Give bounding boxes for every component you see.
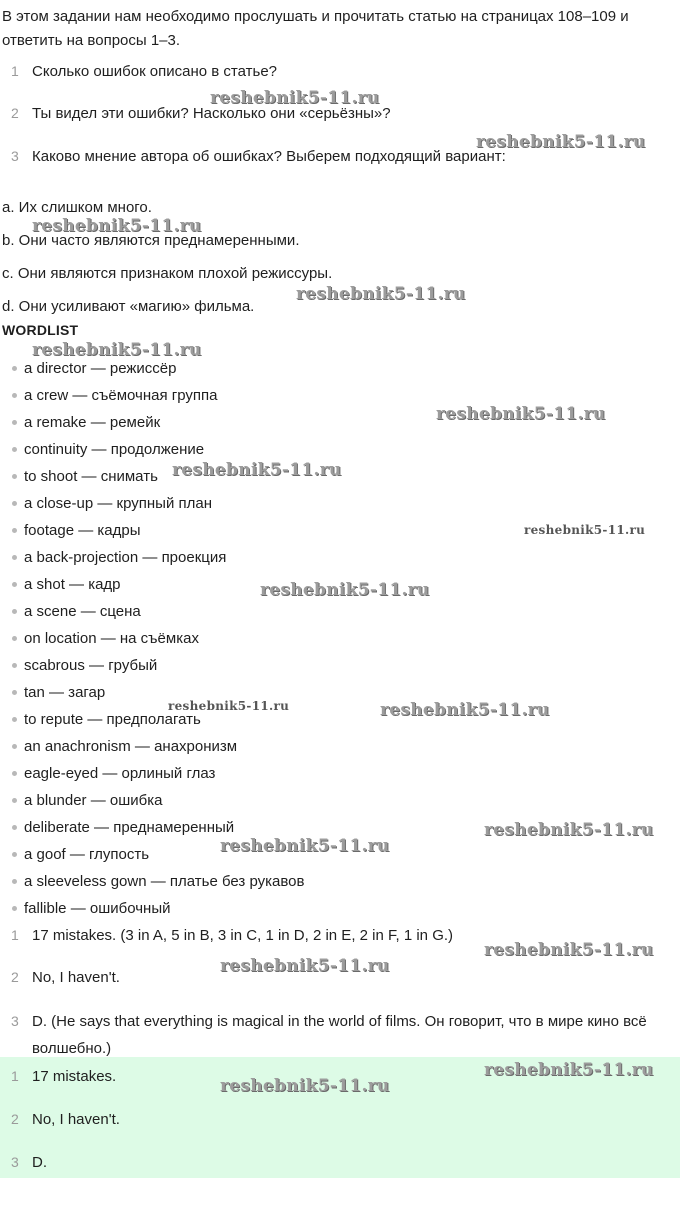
watermark: reshebnik5-11.ru [220, 836, 390, 856]
wordlist-item [0, 706, 680, 733]
option-c: c. Они являются признаком плохой режиссуры. [2, 265, 333, 282]
wordlist-text: a director — режиссёр [24, 360, 177, 377]
wordlist-item [0, 868, 680, 895]
wordlist-item [0, 436, 680, 463]
wordlist-item [0, 544, 680, 571]
watermark: reshebnik5-11.ru [210, 88, 380, 108]
option-a: a. Их слишком много. [2, 199, 152, 216]
bullet-icon [12, 501, 17, 506]
question-text: Каково мнение автора об ошибках? Выберем подходящий вариант: [32, 148, 506, 165]
bullet-icon [12, 906, 17, 911]
watermark: reshebnik5-11.ru [32, 340, 202, 360]
watermark: reshebnik5-11.ru [220, 1076, 390, 1096]
short-answer-number: 1 [11, 1068, 19, 1084]
short-answer-text: D. [32, 1154, 47, 1171]
wordlist-text: a close-up — крупный план [24, 495, 213, 512]
question-text: Ты видел эти ошибки? Насколько они «серьёзны»? [32, 105, 391, 122]
wordlist-text: eagle-eyed — орлиный глаз [24, 765, 216, 782]
bullet-icon [12, 555, 17, 560]
wordlist-text: a blunder — ошибка [24, 792, 163, 809]
watermark: reshebnik5-11.ru [476, 132, 646, 152]
watermark: reshebnik5-11.ru [172, 460, 342, 480]
short-answer-number: 2 [11, 1111, 19, 1127]
wordlist-text: to shoot — снимать [24, 468, 158, 485]
bullet-icon [12, 447, 17, 452]
answer-number: 1 [11, 927, 19, 943]
bullet-icon [12, 744, 17, 749]
answer-text: 17 mistakes. (3 in A, 5 in B, 3 in C, 1 in D, 2 in E, 2 in F, 1 in G.) [32, 927, 454, 944]
bullet-icon [12, 717, 17, 722]
wordlist-item [0, 733, 680, 760]
wordlist-text: a back-projection — проекция [24, 549, 227, 566]
question-number: 2 [11, 105, 19, 121]
wordlist-item [0, 760, 680, 787]
wordlist-text: a sleeveless gown — платье без рукавов [24, 873, 305, 890]
question-text: Сколько ошибок описано в статье? [32, 63, 278, 80]
wordlist-text: an anachronism — анахронизм [24, 738, 238, 755]
watermark: reshebnik5-11.ru [220, 956, 390, 976]
wordlist-text: scabrous — грубый [24, 657, 158, 674]
bullet-icon [12, 474, 17, 479]
bullet-icon [12, 825, 17, 830]
short-answer-text: No, I haven't. [32, 1111, 120, 1128]
bullet-icon [12, 393, 17, 398]
wordlist-text: on location — на съёмках [24, 630, 199, 647]
answer-number: 2 [11, 969, 19, 985]
wordlist-item [0, 895, 680, 922]
watermark: reshebnik5-11.ru [296, 284, 466, 304]
wordlist-item [0, 787, 680, 814]
bullet-icon [12, 879, 17, 884]
wordlist-text: footage — кадры [24, 522, 141, 539]
watermark: reshebnik5-11.ru [32, 216, 202, 236]
wordlist-text: tan — загар [24, 684, 106, 701]
wordlist-text: a remake — ремейк [24, 414, 161, 431]
wordlist-text: a crew — съёмочная группа [24, 387, 218, 404]
wordlist-item [0, 652, 680, 679]
watermark: reshebnik5-11.ru [436, 404, 606, 424]
bullet-icon [12, 420, 17, 425]
question-number: 1 [11, 63, 19, 79]
watermark: reshebnik5-11.ru [484, 820, 654, 840]
bullet-icon [12, 663, 17, 668]
option-d: d. Они усиливают «магию» фильма. [2, 298, 255, 315]
watermark: reshebnik5-11.ru [168, 699, 290, 713]
answer-text: D. (He says that everything is magical in the world of films. Он говорит, что в мире кино всё волшебно.) [32, 1013, 647, 1057]
intro-text: В этом задании нам необходимо прослушать и прочитать статью на страницах 108–109 и ответить на вопросы 1–3. [2, 8, 629, 49]
wordlist-text: a goof — глупость [24, 846, 150, 863]
wordlist-item [0, 625, 680, 652]
watermark: reshebnik5-11.ru [380, 700, 550, 720]
bullet-icon [12, 366, 17, 371]
wordlist-item [0, 679, 680, 706]
bullet-icon [12, 690, 17, 695]
answer-number: 3 [11, 1013, 19, 1029]
short-answer-number: 3 [11, 1154, 19, 1170]
option-b: b. Они часто являются преднамеренными. [2, 232, 300, 249]
bullet-icon [12, 798, 17, 803]
bullet-icon [12, 852, 17, 857]
short-answer-text: 17 mistakes. [32, 1068, 117, 1085]
wordlist-text: continuity — продолжение [24, 441, 205, 458]
wordlist-item [0, 490, 680, 517]
wordlist-title: WORDLIST [2, 322, 79, 338]
answer-text: No, I haven't. [32, 969, 120, 986]
watermark: reshebnik5-11.ru [484, 1060, 654, 1080]
bullet-icon [12, 582, 17, 587]
bullet-icon [12, 528, 17, 533]
watermark: reshebnik5-11.ru [524, 523, 646, 537]
wordlist-text: a scene — сцена [24, 603, 141, 620]
bullet-icon [12, 609, 17, 614]
wordlist-text: deliberate — преднамеренный [24, 819, 235, 836]
bullet-icon [12, 636, 17, 641]
question-number: 3 [11, 148, 19, 164]
watermark: reshebnik5-11.ru [260, 580, 430, 600]
bullet-icon [12, 771, 17, 776]
wordlist-item [0, 598, 680, 625]
wordlist-text: fallible — ошибочный [24, 900, 171, 917]
wordlist-text: a shot — кадр [24, 576, 121, 593]
watermark: reshebnik5-11.ru [484, 940, 654, 960]
wordlist-text: to repute — предполагать [24, 711, 201, 728]
